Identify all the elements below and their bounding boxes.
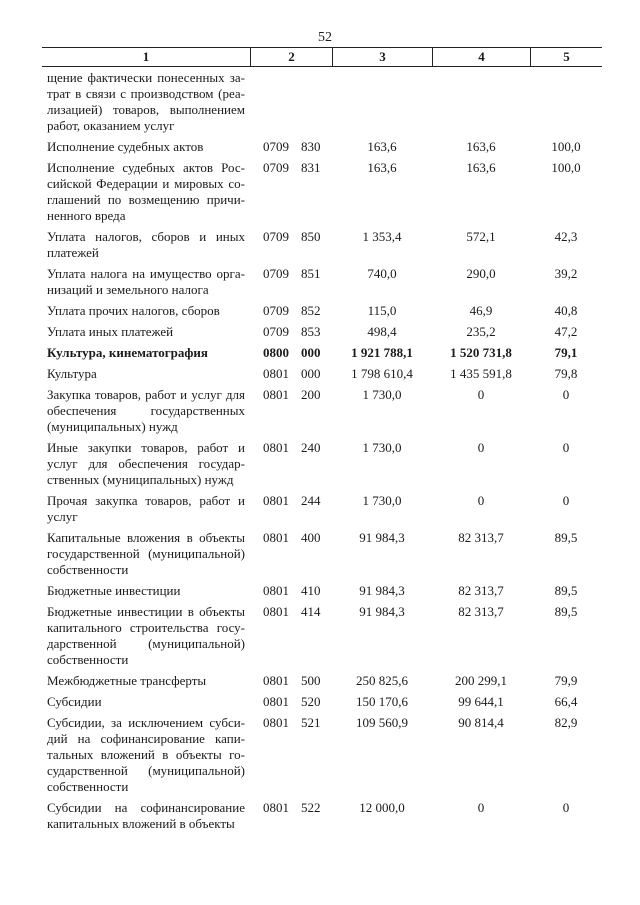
table-row	[42, 601, 602, 670]
description-line: собственности	[47, 652, 129, 667]
column-4-value: 82 313,7	[458, 530, 504, 545]
expense-type-code: 410	[301, 583, 321, 598]
budget-codes	[250, 440, 332, 488]
column-4-value: 99 644,1	[458, 694, 504, 709]
section-code: 0800	[263, 345, 289, 360]
expense-type-code: 500	[301, 673, 321, 688]
description-line: платежей	[47, 245, 99, 260]
description-line: государственной (муниципальной)	[47, 546, 245, 561]
table-row	[42, 136, 602, 157]
row-description	[42, 139, 250, 155]
column-3-value: 1 730,0	[362, 440, 402, 455]
row-description	[42, 604, 250, 668]
row-description	[42, 673, 250, 689]
section-code: 0801	[263, 604, 289, 619]
description-line: собственности	[47, 562, 129, 577]
description-line: Субсидии, за исключением субси-	[47, 715, 245, 730]
table-row	[42, 363, 602, 384]
table-row	[42, 580, 602, 601]
column-3-value: 1 921 788,1	[351, 345, 413, 360]
description-line: Уплата иных платежей	[47, 324, 174, 339]
column-5-value: 89,5	[554, 583, 578, 598]
table-row	[42, 300, 602, 321]
section-code: 0801	[263, 800, 289, 815]
budget-codes	[250, 70, 332, 134]
column-3-value: 150 170,6	[356, 694, 408, 709]
column-5-value: 66,4	[554, 694, 578, 709]
description-line: сударственной (муниципальной)	[47, 763, 245, 778]
budget-codes	[250, 303, 332, 319]
expense-type-code: 851	[301, 266, 321, 281]
row-description	[42, 324, 250, 340]
column-5-value: 89,5	[554, 530, 578, 545]
description-line: услуг для обеспечения государ-	[47, 456, 245, 471]
column-5-value: 0	[562, 800, 570, 815]
column-3-value: 163,6	[367, 139, 397, 154]
column-3-value: 91 984,3	[359, 604, 405, 619]
expense-type-code: 520	[301, 694, 321, 709]
column-3-value: 91 984,3	[359, 530, 405, 545]
section-code: 0709	[263, 324, 289, 339]
expense-type-code: 830	[301, 139, 321, 154]
column-3-value: 1 730,0	[362, 387, 402, 402]
column-5-value: 42,3	[554, 229, 578, 244]
expense-type-code: 850	[301, 229, 321, 244]
description-line: Прочая закупка товаров, работ и	[47, 493, 245, 508]
header-column-1: 1	[142, 49, 150, 64]
column-3-value: 1 353,4	[362, 229, 402, 244]
header-column-2: 2	[250, 48, 332, 66]
column-3-value: 740,0	[367, 266, 397, 281]
column-4-value: 82 313,7	[458, 604, 504, 619]
column-3-value: 115,0	[367, 303, 397, 318]
column-5-value: 40,8	[554, 303, 578, 318]
column-3-value: 109 560,9	[356, 715, 408, 730]
column-4-value	[432, 70, 530, 134]
budget-codes	[250, 715, 332, 795]
table-row	[42, 490, 602, 527]
budget-codes	[250, 673, 332, 689]
description-line: капитальных вложений в объекты	[47, 816, 235, 831]
column-4-value: 200 299,1	[455, 673, 507, 688]
description-line: (муниципальных) нужд	[47, 419, 178, 434]
table-body	[42, 67, 602, 834]
header-column-5: 5	[530, 48, 602, 66]
budget-table	[42, 47, 602, 834]
column-4-value: 163,6	[466, 139, 496, 154]
description-line: ненного вреда	[47, 208, 126, 223]
description-line: ственных (муниципальных) нужд	[47, 472, 234, 487]
column-4-value: 572,1	[466, 229, 496, 244]
table-row	[42, 527, 602, 580]
table-row	[42, 670, 602, 691]
description-line: работ, оказанием услуг	[47, 118, 175, 133]
description-line: дий на софинансирование капи-	[47, 731, 245, 746]
table-row	[42, 691, 602, 712]
expense-type-code: 853	[301, 324, 321, 339]
section-code: 0709	[263, 266, 289, 281]
row-description	[42, 694, 250, 710]
table-section-row	[42, 342, 602, 363]
column-5-value: 79,9	[554, 673, 578, 688]
column-5-value: 100,0	[551, 139, 581, 154]
description-line: трат в связи с производством (реа-	[47, 86, 245, 101]
row-description	[42, 493, 250, 525]
column-4-value: 290,0	[466, 266, 496, 281]
description-line: Бюджетные инвестиции	[47, 583, 181, 598]
budget-codes	[250, 530, 332, 578]
expense-type-code: 200	[301, 387, 321, 402]
budget-codes	[250, 583, 332, 599]
table-row	[42, 67, 602, 136]
description-line: Уплата налогов, сборов и иных	[47, 229, 245, 244]
description-line: Закупка товаров, работ и услуг для	[47, 387, 245, 402]
column-5-value	[530, 70, 602, 134]
description-line: Уплата налога на имущество орга-	[47, 266, 245, 281]
row-description	[42, 715, 250, 795]
table-row	[42, 226, 602, 263]
table-row	[42, 157, 602, 226]
description-line: Капитальные вложения в объекты	[47, 530, 245, 545]
column-5-value: 79,8	[554, 366, 578, 381]
description-line: Субсидии	[47, 694, 102, 709]
section-code: 0801	[263, 440, 289, 455]
table-header	[42, 47, 602, 67]
budget-codes	[250, 800, 332, 832]
header-column-3: 3	[332, 48, 432, 66]
table-row	[42, 321, 602, 342]
budget-codes	[250, 493, 332, 525]
expense-type-code: 831	[301, 160, 321, 175]
description-line: тальных вложений в объекты го-	[47, 747, 245, 762]
row-description	[42, 530, 250, 578]
description-line: низаций и земельного налога	[47, 282, 209, 297]
column-5-value: 82,9	[554, 715, 578, 730]
row-description	[42, 303, 250, 319]
column-3-value: 250 825,6	[356, 673, 408, 688]
description-line: обеспечения государственных	[47, 403, 245, 418]
description-line: Исполнение судебных актов Рос-	[47, 160, 245, 175]
row-description	[42, 70, 250, 134]
budget-codes	[250, 160, 332, 224]
section-code: 0801	[263, 493, 289, 508]
budget-codes	[250, 366, 332, 382]
column-4-value: 1 435 591,8	[450, 366, 512, 381]
column-5-value: 39,2	[554, 266, 578, 281]
column-4-value: 0	[477, 387, 485, 402]
column-5-value: 79,1	[554, 345, 578, 360]
description-line: услуг	[47, 509, 78, 524]
expense-type-code: 240	[301, 440, 321, 455]
description-line: Субсидии на софинансирование	[47, 800, 245, 815]
expense-type-code: 521	[301, 715, 321, 730]
section-code: 0801	[263, 530, 289, 545]
row-description	[42, 800, 250, 832]
section-code: 0801	[263, 583, 289, 598]
section-code: 0709	[263, 139, 289, 154]
description-line: сийской Федерации и мировых со-	[47, 176, 245, 191]
row-description	[42, 266, 250, 298]
description-line: капитального строительства госу-	[47, 620, 245, 635]
table-row	[42, 797, 602, 834]
section-code: 0801	[263, 387, 289, 402]
section-code: 0801	[263, 673, 289, 688]
column-3-value: 1 798 610,4	[351, 366, 413, 381]
table-row	[42, 437, 602, 490]
column-4-value: 0	[477, 493, 485, 508]
column-4-value: 90 814,4	[458, 715, 504, 730]
row-description	[42, 160, 250, 224]
section-code: 0709	[263, 303, 289, 318]
section-code: 0801	[263, 715, 289, 730]
section-code: 0801	[263, 366, 289, 381]
budget-codes	[250, 139, 332, 155]
section-code: 0801	[263, 694, 289, 709]
table-row	[42, 263, 602, 300]
row-description	[42, 345, 250, 361]
column-5-value: 0	[562, 493, 570, 508]
description-line: лизацией) товаров, выполнением	[47, 102, 245, 117]
expense-type-code: 522	[301, 800, 321, 815]
description-line: Уплата прочих налогов, сборов	[47, 303, 220, 318]
expense-type-code: 852	[301, 303, 321, 318]
column-4-value: 0	[477, 440, 485, 455]
expense-type-code: 244	[301, 493, 321, 508]
column-5-value: 0	[562, 387, 570, 402]
column-4-value: 46,9	[469, 303, 493, 318]
column-3-value: 498,4	[367, 324, 397, 339]
row-description	[42, 387, 250, 435]
description-line: дарственной (муниципальной)	[47, 636, 245, 651]
row-description	[42, 229, 250, 261]
column-5-value: 0	[562, 440, 570, 455]
budget-codes	[250, 604, 332, 668]
row-description	[42, 583, 250, 599]
column-3-value: 163,6	[367, 160, 397, 175]
column-5-value: 89,5	[554, 604, 578, 619]
description-line: Культура	[47, 366, 97, 381]
budget-codes	[250, 229, 332, 261]
description-line: Иные закупки товаров, работ и	[47, 440, 245, 455]
budget-codes	[250, 345, 332, 361]
budget-codes	[250, 266, 332, 298]
description-line: Культура, кинематография	[47, 345, 208, 360]
description-line: собственности	[47, 779, 129, 794]
column-5-value: 47,2	[554, 324, 578, 339]
expense-type-code: 400	[301, 530, 321, 545]
row-description	[42, 440, 250, 488]
column-4-value: 163,6	[466, 160, 496, 175]
column-4-value: 235,2	[466, 324, 496, 339]
column-3-value: 1 730,0	[362, 493, 402, 508]
column-4-value: 0	[477, 800, 485, 815]
description-line: Межбюджетные трансферты	[47, 673, 207, 688]
expense-type-code: 000	[301, 366, 321, 381]
column-4-value: 1 520 731,8	[450, 345, 512, 360]
page-number: 52	[318, 30, 332, 45]
budget-codes	[250, 324, 332, 340]
expense-type-code: 000	[301, 345, 321, 360]
column-3-value: 91 984,3	[359, 583, 405, 598]
column-4-value: 82 313,7	[458, 583, 504, 598]
row-description	[42, 366, 250, 382]
column-3-value: 12 000,0	[359, 800, 405, 815]
table-row	[42, 384, 602, 437]
table-row	[42, 712, 602, 797]
column-3-value	[332, 70, 432, 134]
budget-codes	[250, 694, 332, 710]
column-5-value: 100,0	[551, 160, 581, 175]
section-code: 0709	[263, 160, 289, 175]
description-line: Бюджетные инвестиции в объекты	[47, 604, 245, 619]
expense-type-code: 414	[301, 604, 321, 619]
budget-codes	[250, 387, 332, 435]
header-column-4: 4	[432, 48, 530, 66]
description-line: щение фактически понесенных за-	[47, 70, 245, 85]
description-line: Исполнение судебных актов	[47, 139, 204, 154]
description-line: глашений по возмещению причи-	[47, 192, 245, 207]
section-code: 0709	[263, 229, 289, 244]
